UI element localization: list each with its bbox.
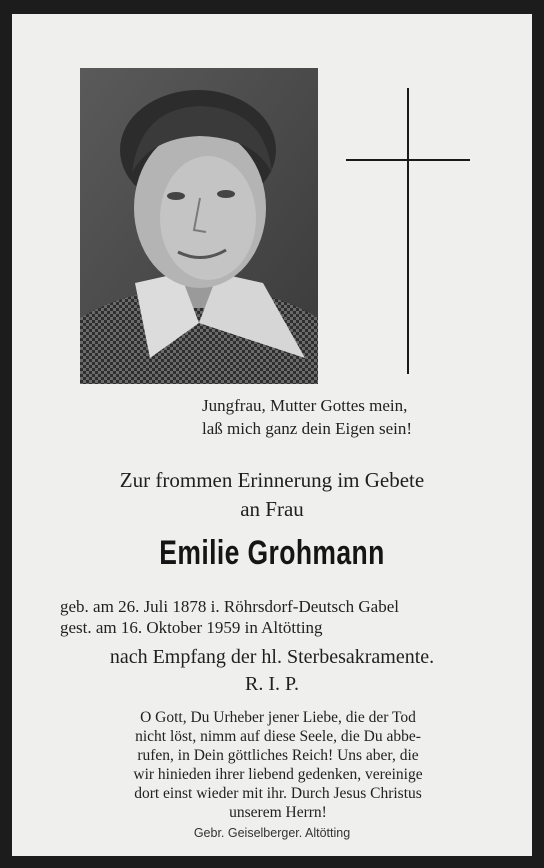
prayer-line: rufen, in Dein göttliches Reich! Uns aber, die (137, 747, 419, 764)
rip-line: R. I. P. (245, 673, 299, 695)
prayer-line: O Gott, Du Urheber jener Liebe, die der Tod (140, 709, 416, 726)
portrait-photo (80, 68, 318, 384)
life-dates (60, 596, 500, 638)
prayer-line: wir hinieden ihrer liebend gedenken, vereinige (133, 766, 423, 783)
death-date: gest. am 16. Oktober 1959 in Altötting (60, 618, 323, 637)
prayer-line: nicht löst, nimm auf diese Seele, die Du abbe- (135, 728, 421, 745)
birth-date: geb. am 26. Juli 1878 i. Röhrsdorf-Deutsch Gabel (60, 597, 399, 616)
portrait-image (80, 68, 318, 384)
prayer-line: dort einst wieder mit ihr. Durch Jesus Christus (134, 785, 422, 802)
deceased-name: Emilie Grohmann (159, 534, 385, 572)
verse-line-2: laß mich ganz dein Eigen sein! (202, 419, 413, 438)
prayer-line: unserem Herrn! (229, 804, 327, 821)
marian-verse (202, 394, 502, 440)
sacrament-line: nach Empfang der hl. Sterbesakramente. (109, 646, 435, 668)
cross-icon (346, 88, 470, 374)
memorial-line-2: an Frau (240, 497, 304, 521)
memorial-heading (12, 466, 532, 524)
prayer-text (52, 708, 504, 822)
sacrament-note (12, 644, 532, 698)
memorial-card (12, 14, 532, 856)
memorial-line-1: Zur frommen Erinnerung im Gebete (119, 468, 425, 492)
printer-credit: Gebr. Geiselberger. Altötting (193, 826, 351, 840)
verse-line-1: Jungfrau, Mutter Gottes mein, (202, 396, 408, 415)
